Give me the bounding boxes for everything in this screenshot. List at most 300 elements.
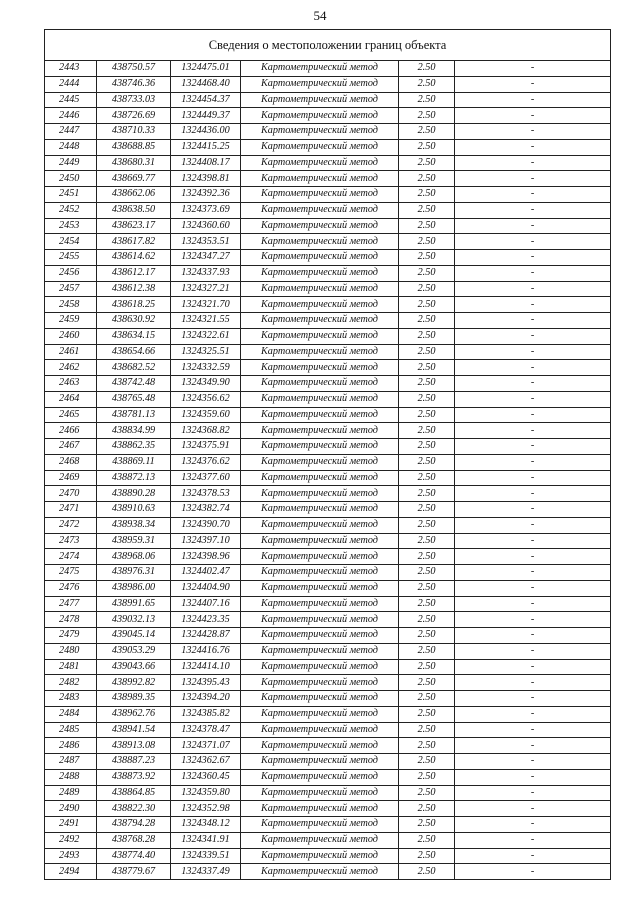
y-coordinate-cell: 1324359.80 bbox=[171, 785, 241, 801]
table-row bbox=[45, 454, 611, 470]
accuracy-cell: 2.50 bbox=[399, 139, 455, 155]
y-coordinate-cell: 1324395.43 bbox=[171, 675, 241, 691]
point-number-cell: 2444 bbox=[45, 76, 97, 92]
method-cell: Картометрический метод bbox=[241, 265, 399, 281]
note-cell: - bbox=[455, 502, 611, 518]
method-cell: Картометрический метод bbox=[241, 864, 399, 880]
note-cell: - bbox=[455, 250, 611, 266]
accuracy-cell: 2.50 bbox=[399, 124, 455, 140]
point-number-cell: 2454 bbox=[45, 234, 97, 250]
note-cell: - bbox=[455, 832, 611, 848]
table-row bbox=[45, 864, 611, 880]
point-number-cell: 2449 bbox=[45, 155, 97, 171]
note-cell: - bbox=[455, 139, 611, 155]
note-cell: - bbox=[455, 470, 611, 486]
note-cell: - bbox=[455, 61, 611, 77]
accuracy-cell: 2.50 bbox=[399, 360, 455, 376]
note-cell: - bbox=[455, 549, 611, 565]
point-number-cell: 2482 bbox=[45, 675, 97, 691]
accuracy-cell: 2.50 bbox=[399, 659, 455, 675]
table-row bbox=[45, 706, 611, 722]
method-cell: Картометрический метод bbox=[241, 801, 399, 817]
x-coordinate-cell: 438765.48 bbox=[97, 391, 171, 407]
y-coordinate-cell: 1324348.12 bbox=[171, 817, 241, 833]
method-cell: Картометрический метод bbox=[241, 628, 399, 644]
note-cell: - bbox=[455, 313, 611, 329]
y-coordinate-cell: 1324371.07 bbox=[171, 738, 241, 754]
table-row bbox=[45, 92, 611, 108]
table-row bbox=[45, 612, 611, 628]
note-cell: - bbox=[455, 124, 611, 140]
accuracy-cell: 2.50 bbox=[399, 92, 455, 108]
note-cell: - bbox=[455, 171, 611, 187]
method-cell: Картометрический метод bbox=[241, 92, 399, 108]
x-coordinate-cell: 438938.34 bbox=[97, 517, 171, 533]
accuracy-cell: 2.50 bbox=[399, 612, 455, 628]
method-cell: Картометрический метод bbox=[241, 643, 399, 659]
method-cell: Картометрический метод bbox=[241, 391, 399, 407]
note-cell: - bbox=[455, 864, 611, 880]
accuracy-cell: 2.50 bbox=[399, 769, 455, 785]
table-row bbox=[45, 502, 611, 518]
note-cell: - bbox=[455, 281, 611, 297]
accuracy-cell: 2.50 bbox=[399, 454, 455, 470]
y-coordinate-cell: 1324339.51 bbox=[171, 848, 241, 864]
point-number-cell: 2452 bbox=[45, 202, 97, 218]
y-coordinate-cell: 1324394.20 bbox=[171, 691, 241, 707]
point-number-cell: 2471 bbox=[45, 502, 97, 518]
y-coordinate-cell: 1324360.60 bbox=[171, 218, 241, 234]
point-number-cell: 2480 bbox=[45, 643, 97, 659]
point-number-cell: 2456 bbox=[45, 265, 97, 281]
x-coordinate-cell: 438986.00 bbox=[97, 580, 171, 596]
accuracy-cell: 2.50 bbox=[399, 250, 455, 266]
accuracy-cell: 2.50 bbox=[399, 155, 455, 171]
table-row bbox=[45, 470, 611, 486]
x-coordinate-cell: 438887.23 bbox=[97, 754, 171, 770]
x-coordinate-cell: 438630.92 bbox=[97, 313, 171, 329]
boundary-coordinates-table bbox=[44, 29, 611, 880]
accuracy-cell: 2.50 bbox=[399, 706, 455, 722]
x-coordinate-cell: 438750.57 bbox=[97, 61, 171, 77]
point-number-cell: 2486 bbox=[45, 738, 97, 754]
note-cell: - bbox=[455, 92, 611, 108]
y-coordinate-cell: 1324382.74 bbox=[171, 502, 241, 518]
method-cell: Картометрический метод bbox=[241, 832, 399, 848]
method-cell: Картометрический метод bbox=[241, 565, 399, 581]
accuracy-cell: 2.50 bbox=[399, 643, 455, 659]
note-cell: - bbox=[455, 187, 611, 203]
note-cell: - bbox=[455, 360, 611, 376]
table-row bbox=[45, 817, 611, 833]
y-coordinate-cell: 1324402.47 bbox=[171, 565, 241, 581]
table-row bbox=[45, 439, 611, 455]
table-row bbox=[45, 281, 611, 297]
table-title: Сведения о местоположении границ объекта bbox=[45, 30, 611, 61]
accuracy-cell: 2.50 bbox=[399, 722, 455, 738]
note-cell: - bbox=[455, 580, 611, 596]
table-row bbox=[45, 407, 611, 423]
table-row bbox=[45, 738, 611, 754]
method-cell: Картометрический метод bbox=[241, 454, 399, 470]
method-cell: Картометрический метод bbox=[241, 596, 399, 612]
accuracy-cell: 2.50 bbox=[399, 675, 455, 691]
point-number-cell: 2457 bbox=[45, 281, 97, 297]
method-cell: Картометрический метод bbox=[241, 139, 399, 155]
y-coordinate-cell: 1324362.67 bbox=[171, 754, 241, 770]
method-cell: Картометрический метод bbox=[241, 202, 399, 218]
x-coordinate-cell: 438822.30 bbox=[97, 801, 171, 817]
y-coordinate-cell: 1324332.59 bbox=[171, 360, 241, 376]
point-number-cell: 2475 bbox=[45, 565, 97, 581]
method-cell: Картометрический метод bbox=[241, 423, 399, 439]
method-cell: Картометрический метод bbox=[241, 769, 399, 785]
point-number-cell: 2488 bbox=[45, 769, 97, 785]
note-cell: - bbox=[455, 265, 611, 281]
x-coordinate-cell: 438864.85 bbox=[97, 785, 171, 801]
y-coordinate-cell: 1324385.82 bbox=[171, 706, 241, 722]
table-row bbox=[45, 187, 611, 203]
table-row bbox=[45, 486, 611, 502]
table-row bbox=[45, 313, 611, 329]
method-cell: Картометрический метод bbox=[241, 659, 399, 675]
accuracy-cell: 2.50 bbox=[399, 265, 455, 281]
note-cell: - bbox=[455, 76, 611, 92]
table-row bbox=[45, 155, 611, 171]
note-cell: - bbox=[455, 533, 611, 549]
note-cell: - bbox=[455, 612, 611, 628]
table-row bbox=[45, 265, 611, 281]
point-number-cell: 2477 bbox=[45, 596, 97, 612]
table-row bbox=[45, 517, 611, 533]
method-cell: Картометрический метод bbox=[241, 250, 399, 266]
x-coordinate-cell: 438634.15 bbox=[97, 328, 171, 344]
accuracy-cell: 2.50 bbox=[399, 76, 455, 92]
table-row bbox=[45, 596, 611, 612]
x-coordinate-cell: 438779.67 bbox=[97, 864, 171, 880]
x-coordinate-cell: 438890.28 bbox=[97, 486, 171, 502]
note-cell: - bbox=[455, 297, 611, 313]
accuracy-cell: 2.50 bbox=[399, 486, 455, 502]
y-coordinate-cell: 1324368.82 bbox=[171, 423, 241, 439]
accuracy-cell: 2.50 bbox=[399, 785, 455, 801]
x-coordinate-cell: 438873.92 bbox=[97, 769, 171, 785]
method-cell: Картометрический метод bbox=[241, 328, 399, 344]
x-coordinate-cell: 438669.77 bbox=[97, 171, 171, 187]
note-cell: - bbox=[455, 596, 611, 612]
table-row bbox=[45, 218, 611, 234]
note-cell: - bbox=[455, 738, 611, 754]
note-cell: - bbox=[455, 754, 611, 770]
y-coordinate-cell: 1324322.61 bbox=[171, 328, 241, 344]
y-coordinate-cell: 1324414.10 bbox=[171, 659, 241, 675]
accuracy-cell: 2.50 bbox=[399, 470, 455, 486]
method-cell: Картометрический метод bbox=[241, 297, 399, 313]
y-coordinate-cell: 1324475.01 bbox=[171, 61, 241, 77]
point-number-cell: 2448 bbox=[45, 139, 97, 155]
point-number-cell: 2455 bbox=[45, 250, 97, 266]
point-number-cell: 2463 bbox=[45, 376, 97, 392]
method-cell: Картометрический метод bbox=[241, 722, 399, 738]
x-coordinate-cell: 438654.66 bbox=[97, 344, 171, 360]
x-coordinate-cell: 438962.76 bbox=[97, 706, 171, 722]
point-number-cell: 2478 bbox=[45, 612, 97, 628]
accuracy-cell: 2.50 bbox=[399, 439, 455, 455]
point-number-cell: 2446 bbox=[45, 108, 97, 124]
method-cell: Картометрический метод bbox=[241, 691, 399, 707]
accuracy-cell: 2.50 bbox=[399, 187, 455, 203]
x-coordinate-cell: 438710.33 bbox=[97, 124, 171, 140]
y-coordinate-cell: 1324415.25 bbox=[171, 139, 241, 155]
x-coordinate-cell: 438989.35 bbox=[97, 691, 171, 707]
note-cell: - bbox=[455, 218, 611, 234]
x-coordinate-cell: 438612.38 bbox=[97, 281, 171, 297]
y-coordinate-cell: 1324378.47 bbox=[171, 722, 241, 738]
method-cell: Картометрический метод bbox=[241, 187, 399, 203]
note-cell: - bbox=[455, 407, 611, 423]
x-coordinate-cell: 438794.28 bbox=[97, 817, 171, 833]
x-coordinate-cell: 438618.25 bbox=[97, 297, 171, 313]
y-coordinate-cell: 1324390.70 bbox=[171, 517, 241, 533]
method-cell: Картометрический метод bbox=[241, 76, 399, 92]
x-coordinate-cell: 438614.62 bbox=[97, 250, 171, 266]
y-coordinate-cell: 1324468.40 bbox=[171, 76, 241, 92]
y-coordinate-cell: 1324454.37 bbox=[171, 92, 241, 108]
x-coordinate-cell: 438638.50 bbox=[97, 202, 171, 218]
y-coordinate-cell: 1324360.45 bbox=[171, 769, 241, 785]
method-cell: Картометрический метод bbox=[241, 171, 399, 187]
point-number-cell: 2466 bbox=[45, 423, 97, 439]
y-coordinate-cell: 1324337.93 bbox=[171, 265, 241, 281]
accuracy-cell: 2.50 bbox=[399, 391, 455, 407]
point-number-cell: 2453 bbox=[45, 218, 97, 234]
note-cell: - bbox=[455, 785, 611, 801]
method-cell: Картометрический метод bbox=[241, 612, 399, 628]
accuracy-cell: 2.50 bbox=[399, 533, 455, 549]
table-row bbox=[45, 801, 611, 817]
y-coordinate-cell: 1324436.00 bbox=[171, 124, 241, 140]
table-row bbox=[45, 722, 611, 738]
y-coordinate-cell: 1324359.60 bbox=[171, 407, 241, 423]
y-coordinate-cell: 1324321.70 bbox=[171, 297, 241, 313]
accuracy-cell: 2.50 bbox=[399, 596, 455, 612]
x-coordinate-cell: 438742.48 bbox=[97, 376, 171, 392]
accuracy-cell: 2.50 bbox=[399, 202, 455, 218]
y-coordinate-cell: 1324449.37 bbox=[171, 108, 241, 124]
note-cell: - bbox=[455, 722, 611, 738]
table-row bbox=[45, 549, 611, 565]
table-row bbox=[45, 533, 611, 549]
method-cell: Картометрический метод bbox=[241, 344, 399, 360]
y-coordinate-cell: 1324392.36 bbox=[171, 187, 241, 203]
y-coordinate-cell: 1324408.17 bbox=[171, 155, 241, 171]
table-row bbox=[45, 171, 611, 187]
point-number-cell: 2470 bbox=[45, 486, 97, 502]
point-number-cell: 2491 bbox=[45, 817, 97, 833]
point-number-cell: 2464 bbox=[45, 391, 97, 407]
point-number-cell: 2460 bbox=[45, 328, 97, 344]
note-cell: - bbox=[455, 691, 611, 707]
table-row bbox=[45, 565, 611, 581]
table-row bbox=[45, 754, 611, 770]
note-cell: - bbox=[455, 344, 611, 360]
accuracy-cell: 2.50 bbox=[399, 754, 455, 770]
accuracy-cell: 2.50 bbox=[399, 281, 455, 297]
point-number-cell: 2467 bbox=[45, 439, 97, 455]
method-cell: Картометрический метод bbox=[241, 407, 399, 423]
note-cell: - bbox=[455, 391, 611, 407]
table-row bbox=[45, 297, 611, 313]
x-coordinate-cell: 438910.63 bbox=[97, 502, 171, 518]
note-cell: - bbox=[455, 565, 611, 581]
point-number-cell: 2490 bbox=[45, 801, 97, 817]
method-cell: Картометрический метод bbox=[241, 486, 399, 502]
point-number-cell: 2479 bbox=[45, 628, 97, 644]
x-coordinate-cell: 438968.06 bbox=[97, 549, 171, 565]
x-coordinate-cell: 439053.29 bbox=[97, 643, 171, 659]
point-number-cell: 2492 bbox=[45, 832, 97, 848]
x-coordinate-cell: 439043.66 bbox=[97, 659, 171, 675]
note-cell: - bbox=[455, 848, 611, 864]
point-number-cell: 2476 bbox=[45, 580, 97, 596]
point-number-cell: 2494 bbox=[45, 864, 97, 880]
point-number-cell: 2493 bbox=[45, 848, 97, 864]
page-number: 54 bbox=[313, 8, 327, 23]
table-row bbox=[45, 675, 611, 691]
note-cell: - bbox=[455, 155, 611, 171]
table-row bbox=[45, 202, 611, 218]
x-coordinate-cell: 438688.85 bbox=[97, 139, 171, 155]
method-cell: Картометрический метод bbox=[241, 738, 399, 754]
y-coordinate-cell: 1324356.62 bbox=[171, 391, 241, 407]
method-cell: Картометрический метод bbox=[241, 517, 399, 533]
note-cell: - bbox=[455, 817, 611, 833]
note-cell: - bbox=[455, 517, 611, 533]
x-coordinate-cell: 438976.31 bbox=[97, 565, 171, 581]
table-row bbox=[45, 234, 611, 250]
y-coordinate-cell: 1324404.90 bbox=[171, 580, 241, 596]
accuracy-cell: 2.50 bbox=[399, 549, 455, 565]
method-cell: Картометрический метод bbox=[241, 439, 399, 455]
accuracy-cell: 2.50 bbox=[399, 832, 455, 848]
table-row bbox=[45, 628, 611, 644]
accuracy-cell: 2.50 bbox=[399, 691, 455, 707]
y-coordinate-cell: 1324353.51 bbox=[171, 234, 241, 250]
table-row bbox=[45, 769, 611, 785]
accuracy-cell: 2.50 bbox=[399, 108, 455, 124]
x-coordinate-cell: 438872.13 bbox=[97, 470, 171, 486]
method-cell: Картометрический метод bbox=[241, 502, 399, 518]
method-cell: Картометрический метод bbox=[241, 61, 399, 77]
x-coordinate-cell: 438991.65 bbox=[97, 596, 171, 612]
point-number-cell: 2484 bbox=[45, 706, 97, 722]
point-number-cell: 2450 bbox=[45, 171, 97, 187]
x-coordinate-cell: 438682.52 bbox=[97, 360, 171, 376]
table-row bbox=[45, 643, 611, 659]
table-row bbox=[45, 108, 611, 124]
y-coordinate-cell: 1324416.76 bbox=[171, 643, 241, 659]
method-cell: Картометрический метод bbox=[241, 785, 399, 801]
point-number-cell: 2483 bbox=[45, 691, 97, 707]
point-number-cell: 2481 bbox=[45, 659, 97, 675]
accuracy-cell: 2.50 bbox=[399, 565, 455, 581]
point-number-cell: 2443 bbox=[45, 61, 97, 77]
method-cell: Картометрический метод bbox=[241, 218, 399, 234]
method-cell: Картометрический метод bbox=[241, 360, 399, 376]
accuracy-cell: 2.50 bbox=[399, 297, 455, 313]
point-number-cell: 2485 bbox=[45, 722, 97, 738]
method-cell: Картометрический метод bbox=[241, 313, 399, 329]
y-coordinate-cell: 1324347.27 bbox=[171, 250, 241, 266]
accuracy-cell: 2.50 bbox=[399, 328, 455, 344]
accuracy-cell: 2.50 bbox=[399, 580, 455, 596]
accuracy-cell: 2.50 bbox=[399, 218, 455, 234]
table-row bbox=[45, 659, 611, 675]
x-coordinate-cell: 438959.31 bbox=[97, 533, 171, 549]
method-cell: Картометрический метод bbox=[241, 108, 399, 124]
point-number-cell: 2462 bbox=[45, 360, 97, 376]
x-coordinate-cell: 438746.36 bbox=[97, 76, 171, 92]
method-cell: Картометрический метод bbox=[241, 155, 399, 171]
table-row bbox=[45, 124, 611, 140]
y-coordinate-cell: 1324373.69 bbox=[171, 202, 241, 218]
table-row bbox=[45, 832, 611, 848]
point-number-cell: 2461 bbox=[45, 344, 97, 360]
y-coordinate-cell: 1324327.21 bbox=[171, 281, 241, 297]
point-number-cell: 2469 bbox=[45, 470, 97, 486]
method-cell: Картометрический метод bbox=[241, 817, 399, 833]
table-row bbox=[45, 76, 611, 92]
point-number-cell: 2474 bbox=[45, 549, 97, 565]
point-number-cell: 2472 bbox=[45, 517, 97, 533]
note-cell: - bbox=[455, 234, 611, 250]
table-row bbox=[45, 139, 611, 155]
point-number-cell: 2487 bbox=[45, 754, 97, 770]
point-number-cell: 2465 bbox=[45, 407, 97, 423]
method-cell: Картометрический метод bbox=[241, 549, 399, 565]
x-coordinate-cell: 438733.03 bbox=[97, 92, 171, 108]
x-coordinate-cell: 438617.82 bbox=[97, 234, 171, 250]
table-row bbox=[45, 580, 611, 596]
note-cell: - bbox=[455, 769, 611, 785]
y-coordinate-cell: 1324428.87 bbox=[171, 628, 241, 644]
table-title-row bbox=[45, 30, 611, 61]
method-cell: Картометрический метод bbox=[241, 848, 399, 864]
x-coordinate-cell: 438662.06 bbox=[97, 187, 171, 203]
x-coordinate-cell: 438913.08 bbox=[97, 738, 171, 754]
y-coordinate-cell: 1324375.91 bbox=[171, 439, 241, 455]
point-number-cell: 2451 bbox=[45, 187, 97, 203]
x-coordinate-cell: 438774.40 bbox=[97, 848, 171, 864]
accuracy-cell: 2.50 bbox=[399, 502, 455, 518]
accuracy-cell: 2.50 bbox=[399, 423, 455, 439]
x-coordinate-cell: 438623.17 bbox=[97, 218, 171, 234]
method-cell: Картометрический метод bbox=[241, 706, 399, 722]
table-row bbox=[45, 376, 611, 392]
table-row bbox=[45, 328, 611, 344]
note-cell: - bbox=[455, 801, 611, 817]
accuracy-cell: 2.50 bbox=[399, 171, 455, 187]
note-cell: - bbox=[455, 376, 611, 392]
x-coordinate-cell: 438680.31 bbox=[97, 155, 171, 171]
x-coordinate-cell: 439045.14 bbox=[97, 628, 171, 644]
y-coordinate-cell: 1324378.53 bbox=[171, 486, 241, 502]
accuracy-cell: 2.50 bbox=[399, 407, 455, 423]
accuracy-cell: 2.50 bbox=[399, 817, 455, 833]
note-cell: - bbox=[455, 628, 611, 644]
accuracy-cell: 2.50 bbox=[399, 344, 455, 360]
table-row bbox=[45, 391, 611, 407]
